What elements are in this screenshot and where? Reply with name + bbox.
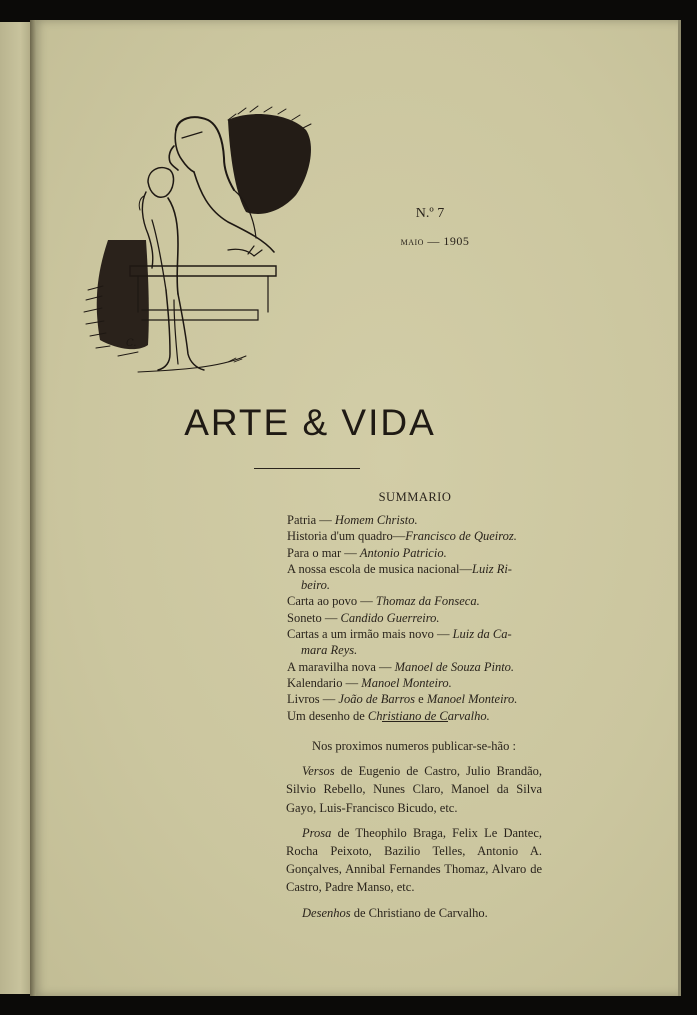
previous-page-edge — [0, 22, 34, 994]
issue-number: N.º 7 — [415, 206, 445, 221]
signature-mark: C. — [126, 338, 137, 349]
summary-item: beiro. — [301, 578, 331, 593]
summary-item: Patria — Homem Christo. — [287, 513, 418, 527]
summary-item: Historia d'um quadro—Francisco de Queiroz. — [287, 529, 517, 544]
issue-date-sep: — — [423, 234, 444, 248]
summary-item: Kalendario — Manoel Monteiro. — [287, 675, 452, 690]
issue-month: maio — [400, 236, 424, 248]
summary-item: A maravilha nova — Manoel de Souza Pinto. — [287, 659, 515, 674]
summary-item: Livros — João de Barros e Manoel Monteiro. — [287, 692, 518, 707]
book-gutter — [30, 20, 36, 996]
summary-item: Para o mar — Antonio Patricio. — [287, 545, 447, 560]
summary-item: Cartas a um irmão mais novo — Luiz da Ca- — [287, 627, 512, 642]
summary-item: A nossa escola de musica nacional—Luiz Ri- — [287, 561, 512, 576]
summary-heading: SUMMARIO — [378, 490, 452, 504]
title-rule — [254, 468, 360, 469]
page-right-edge — [678, 20, 681, 996]
summary-item: Carta ao povo — Thomaz da Fonseca. — [287, 594, 480, 609]
summary-list — [287, 512, 541, 724]
issue-year: 1905 — [443, 234, 470, 248]
next-verse-paragraph: Versos de Eugenio de Castro, Julio Brandão, Silvio Rebello, Nunes Claro, Manoel da Silva Gayo, Luis-Francisco Bicudo, etc. — [286, 764, 542, 815]
next-issues-block — [286, 737, 542, 922]
section-rule — [382, 721, 448, 722]
next-issues-announce: Nos proximos numeros publicar-se-hão : — [312, 739, 516, 753]
issue-date — [370, 234, 500, 249]
summary-item: Um desenho de Christiano de Carvalho. — [287, 708, 490, 723]
summary-item: mara Reys. — [301, 643, 358, 658]
next-drawings-paragraph: Desenhos de Christiano de Carvalho. — [302, 905, 488, 920]
journal-title: ARTE & VIDA — [184, 402, 436, 443]
next-prose-paragraph: Prosa de Theophilo Braga, Felix Le Dantec, Rocha Peixoto, Bazilio Telles, Antonio A. Gonçalves, Annibal Fernandes Thomaz, Alvaro de Castro, Padre Manso, etc. — [286, 825, 542, 895]
summary-item: Soneto — Candido Guerreiro. — [287, 610, 440, 625]
drawing-figures-icon — [78, 100, 328, 390]
